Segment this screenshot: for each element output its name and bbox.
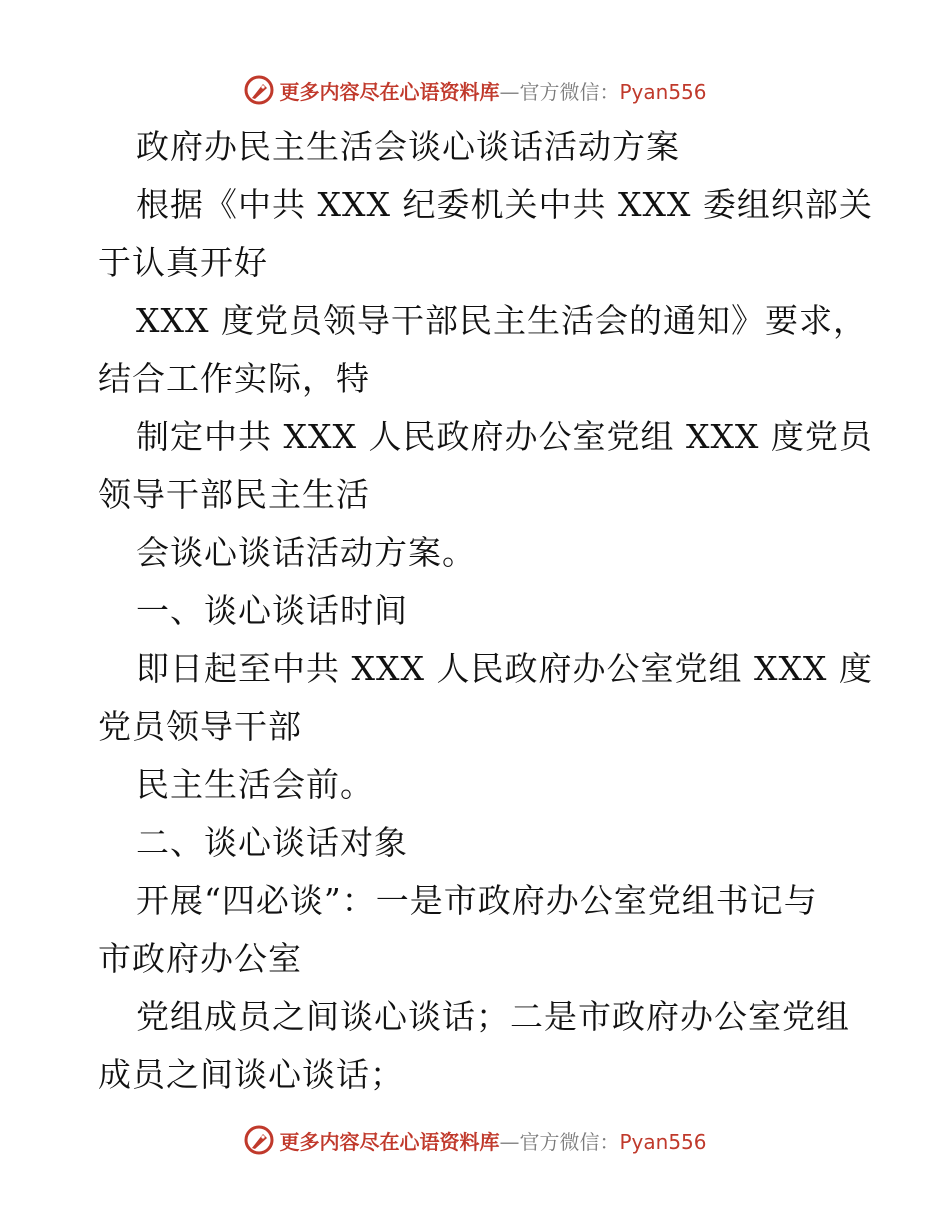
document-line: 二、谈心谈话对象: [136, 823, 408, 862]
document-line: 市政府办公室: [98, 939, 302, 978]
document-line: 党组成员之间谈心谈话；二是市政府办公室党组: [136, 997, 850, 1036]
document-line: 会谈心谈话活动方案。: [136, 533, 476, 572]
document-line: 领导干部民主生活: [98, 475, 370, 514]
document-line: 党员领导干部: [98, 707, 302, 746]
document-line: 制定中共 XXX 人民政府办公室党组 XXX 度党员: [136, 417, 873, 456]
watermark-text: 更多内容尽在心语资料库—官方微信：Pyan556: [279, 79, 707, 104]
document-line: 根据《中共 XXX 纪委机关中共 XXX 委组织部关: [136, 185, 873, 224]
pen-nib-logo-icon: [243, 1124, 275, 1156]
document-line: 开展“四必谈”：一是市政府办公室党组书记与: [136, 881, 818, 920]
document-line: 民主生活会前。: [136, 765, 374, 804]
document-body: [98, 118, 873, 1104]
document-line: 即日起至中共 XXX 人民政府办公室党组 XXX 度: [136, 649, 873, 688]
document-line: 成员之间谈心谈话；: [98, 1055, 404, 1094]
document-line: 一、谈心谈话时间: [136, 591, 408, 630]
watermark-text: 更多内容尽在心语资料库—官方微信：Pyan556: [279, 1129, 707, 1154]
document-line: 结合工作实际，特: [98, 359, 370, 398]
document-line: 于认真开好: [98, 243, 268, 282]
header-watermark: [0, 70, 950, 110]
footer-watermark: [0, 1120, 950, 1160]
document-line: XXX 度党员领导干部民主生活会的通知》要求，: [136, 301, 867, 340]
pen-nib-logo-icon: [243, 74, 275, 106]
document-line: 政府办民主生活会谈心谈话活动方案: [136, 127, 680, 166]
